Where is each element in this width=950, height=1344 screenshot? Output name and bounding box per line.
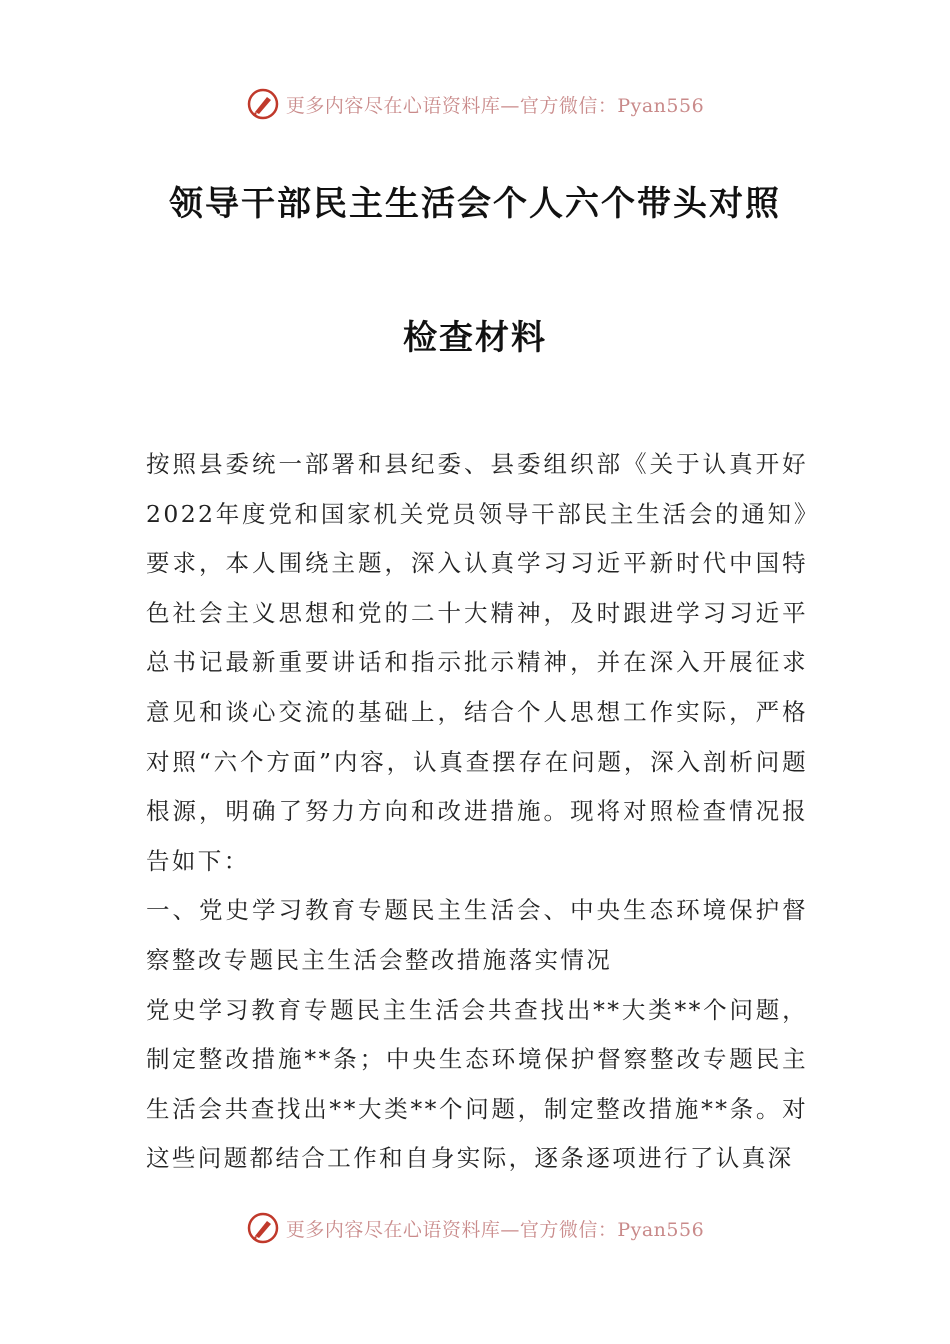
paragraph-intro: 按照县委统一部署和县纪委、县委组织部《关于认真开好2022年度党和国家机关党员领导干部民主生活会的通知》要求，本人围绕主题，深入认真学习习近平新时代中国特色社会主义思想和党的二十大精神，及时跟进学习习近平总书记最新重要讲话和指示批示精神，并在深入开展征求意见和谈心交流的基础上，结合个人思想工作实际，严格对照“六个方面”内容，认真查摆存在问题，深入剖析问题根源，明确了努力方向和改进措施。现将对照检查情况报告如下：	[146, 450, 808, 875]
pen-nib-logo-icon	[246, 87, 280, 121]
header-watermark	[0, 84, 950, 124]
pen-nib-logo-icon	[246, 1211, 280, 1245]
paragraph-section-body: 党史学习教育专题民主生活会共查找出**大类**个问题，制定整改措施**条；中央生态环境保护督察整改专题民主生活会共查找出**大类**个问题，制定整改措施**条。对这些问题都结合工作和自身实际，逐条逐项进行了认真深	[146, 995, 808, 1173]
footer-watermark	[0, 1208, 950, 1248]
paragraph-section-heading: 一、党史学习教育专题民主生活会、中央生态环境保护督察整改专题民主生活会整改措施落实情况	[146, 896, 808, 974]
document-title-line-2: 检查材料	[403, 318, 547, 358]
watermark-text: 更多内容尽在心语资料库—官方微信：Pyan556	[285, 1218, 705, 1241]
watermark-text: 更多内容尽在心语资料库—官方微信：Pyan556	[285, 94, 705, 117]
document-body	[146, 440, 808, 1184]
document-title-line-1: 领导干部民主生活会个人六个带头对照	[169, 184, 781, 224]
